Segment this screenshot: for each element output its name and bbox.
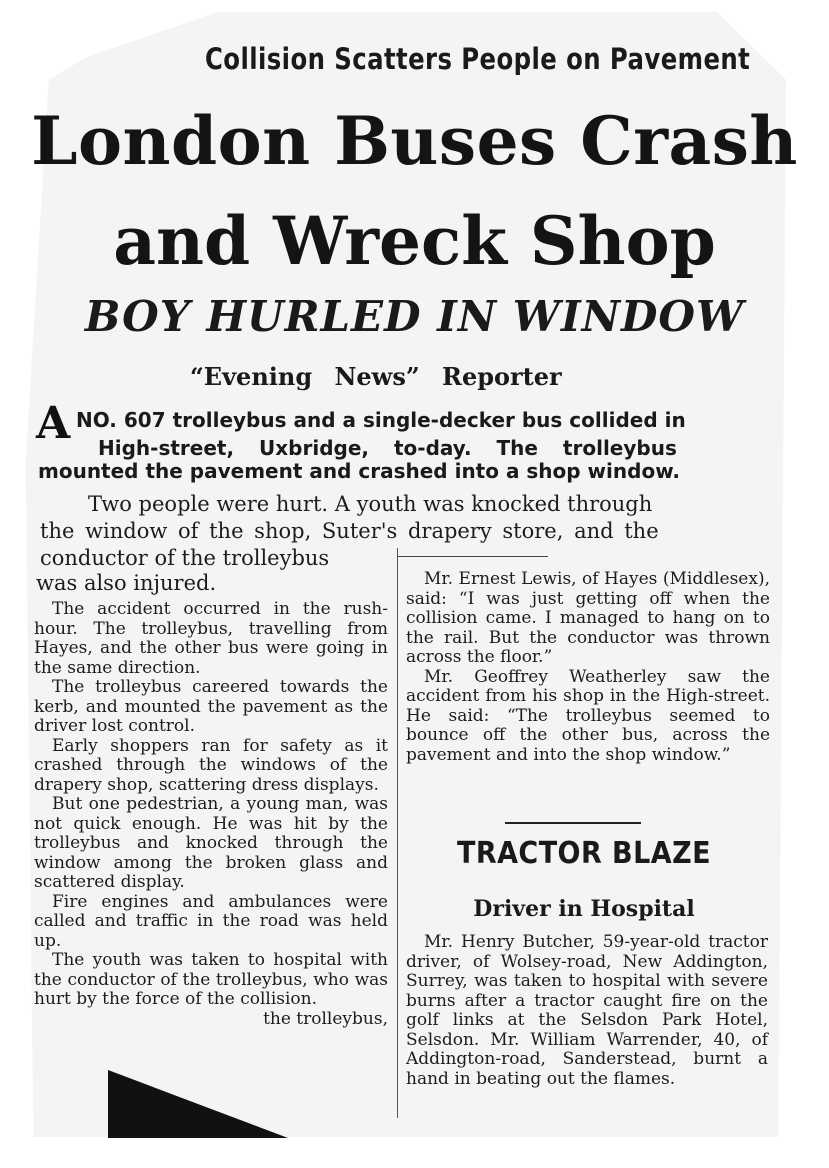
intro-line-3: conductor of the trolleybus bbox=[40, 546, 330, 570]
right-column bbox=[406, 570, 770, 765]
left-paragraph: the trolleybus, bbox=[263, 1008, 388, 1029]
lead-line-3: mounted the pavement and crashed into a shop window. bbox=[38, 459, 680, 483]
left-column bbox=[34, 600, 388, 1029]
intro-line-2: the window of the shop, Suter's drapery store, and the bbox=[40, 519, 659, 543]
second-story-body bbox=[406, 933, 768, 1089]
kicker-headline: Collision Scatters People on Pavement bbox=[205, 42, 751, 76]
column-divider bbox=[397, 548, 398, 1118]
left-paragraph: The accident occurred in the rush-hour. The trolleybus, travelling from Hayes, and the other bus were going in the same direction. bbox=[34, 599, 388, 678]
intro-line-1: Two people were hurt. A youth was knocked through bbox=[88, 492, 653, 516]
subheadline: BOY HURLED IN WINDOW bbox=[84, 292, 745, 341]
second-story-subhead: Driver in Hospital bbox=[473, 896, 695, 922]
column-top-rule bbox=[398, 556, 548, 557]
left-paragraph: The youth was taken to hospital with the conductor of the trolleybus, who was hurt by the force of the collision. bbox=[34, 950, 388, 1009]
left-paragraph: Fire engines and ambulances were called and traffic in the road was held up. bbox=[34, 891, 388, 951]
main-headline-line-2: and Wreck Shop bbox=[113, 202, 716, 280]
second-story-headline: TRACTOR BLAZE bbox=[456, 836, 712, 871]
right-paragraph: Mr. Ernest Lewis, of Hayes (Middlesex), said: “I was just getting off when the collision came. I managed to hang on to the rail. But the conductor was thrown across the floor.” bbox=[406, 569, 770, 667]
lead-line-1: NO. 607 trolleybus and a single-decker bus collided in bbox=[76, 408, 686, 432]
left-paragraph: The trolleybus careered towards the kerb, and mounted the pavement as the driver lost control. bbox=[34, 677, 388, 736]
lead-line-2: High-street, Uxbridge, to-day. The trolleybus bbox=[98, 436, 677, 460]
right-paragraph: Mr. Geoffrey Weatherley saw the accident from his shop in the High-street. He said: “The trolleybus seemed to bounce off the other bus, across the pavement and into the shop window.” bbox=[406, 666, 770, 765]
main-headline-line-1: London Buses Crash bbox=[31, 102, 798, 180]
left-paragraph: But one pedestrian, a young man, was not quick enough. He was hit by the trolleybus and knocked through the window among the broken glass and scattered display. bbox=[34, 794, 388, 892]
byline: “Evening News” Reporter bbox=[190, 362, 562, 391]
story-separator-rule bbox=[505, 822, 641, 824]
second-story-paragraph: Mr. Henry Butcher, 59-year-old tractor driver, of Wolsey-road, New Addington, Surrey, was taken to hospital with severe burns after a tractor caught fire on the golf links at the Selsdon Park Hotel, Selsdon. Mr. William Warrender, 40, of Addington-road, Sanderstead, burnt a hand in beating out the flames. bbox=[406, 932, 768, 1089]
left-paragraph: Early shoppers ran for safety as it crashed through the windows of the drapery shop, scattering dress displays. bbox=[34, 735, 388, 795]
intro-line-4: was also injured. bbox=[36, 571, 217, 595]
drop-cap: A bbox=[36, 398, 71, 449]
